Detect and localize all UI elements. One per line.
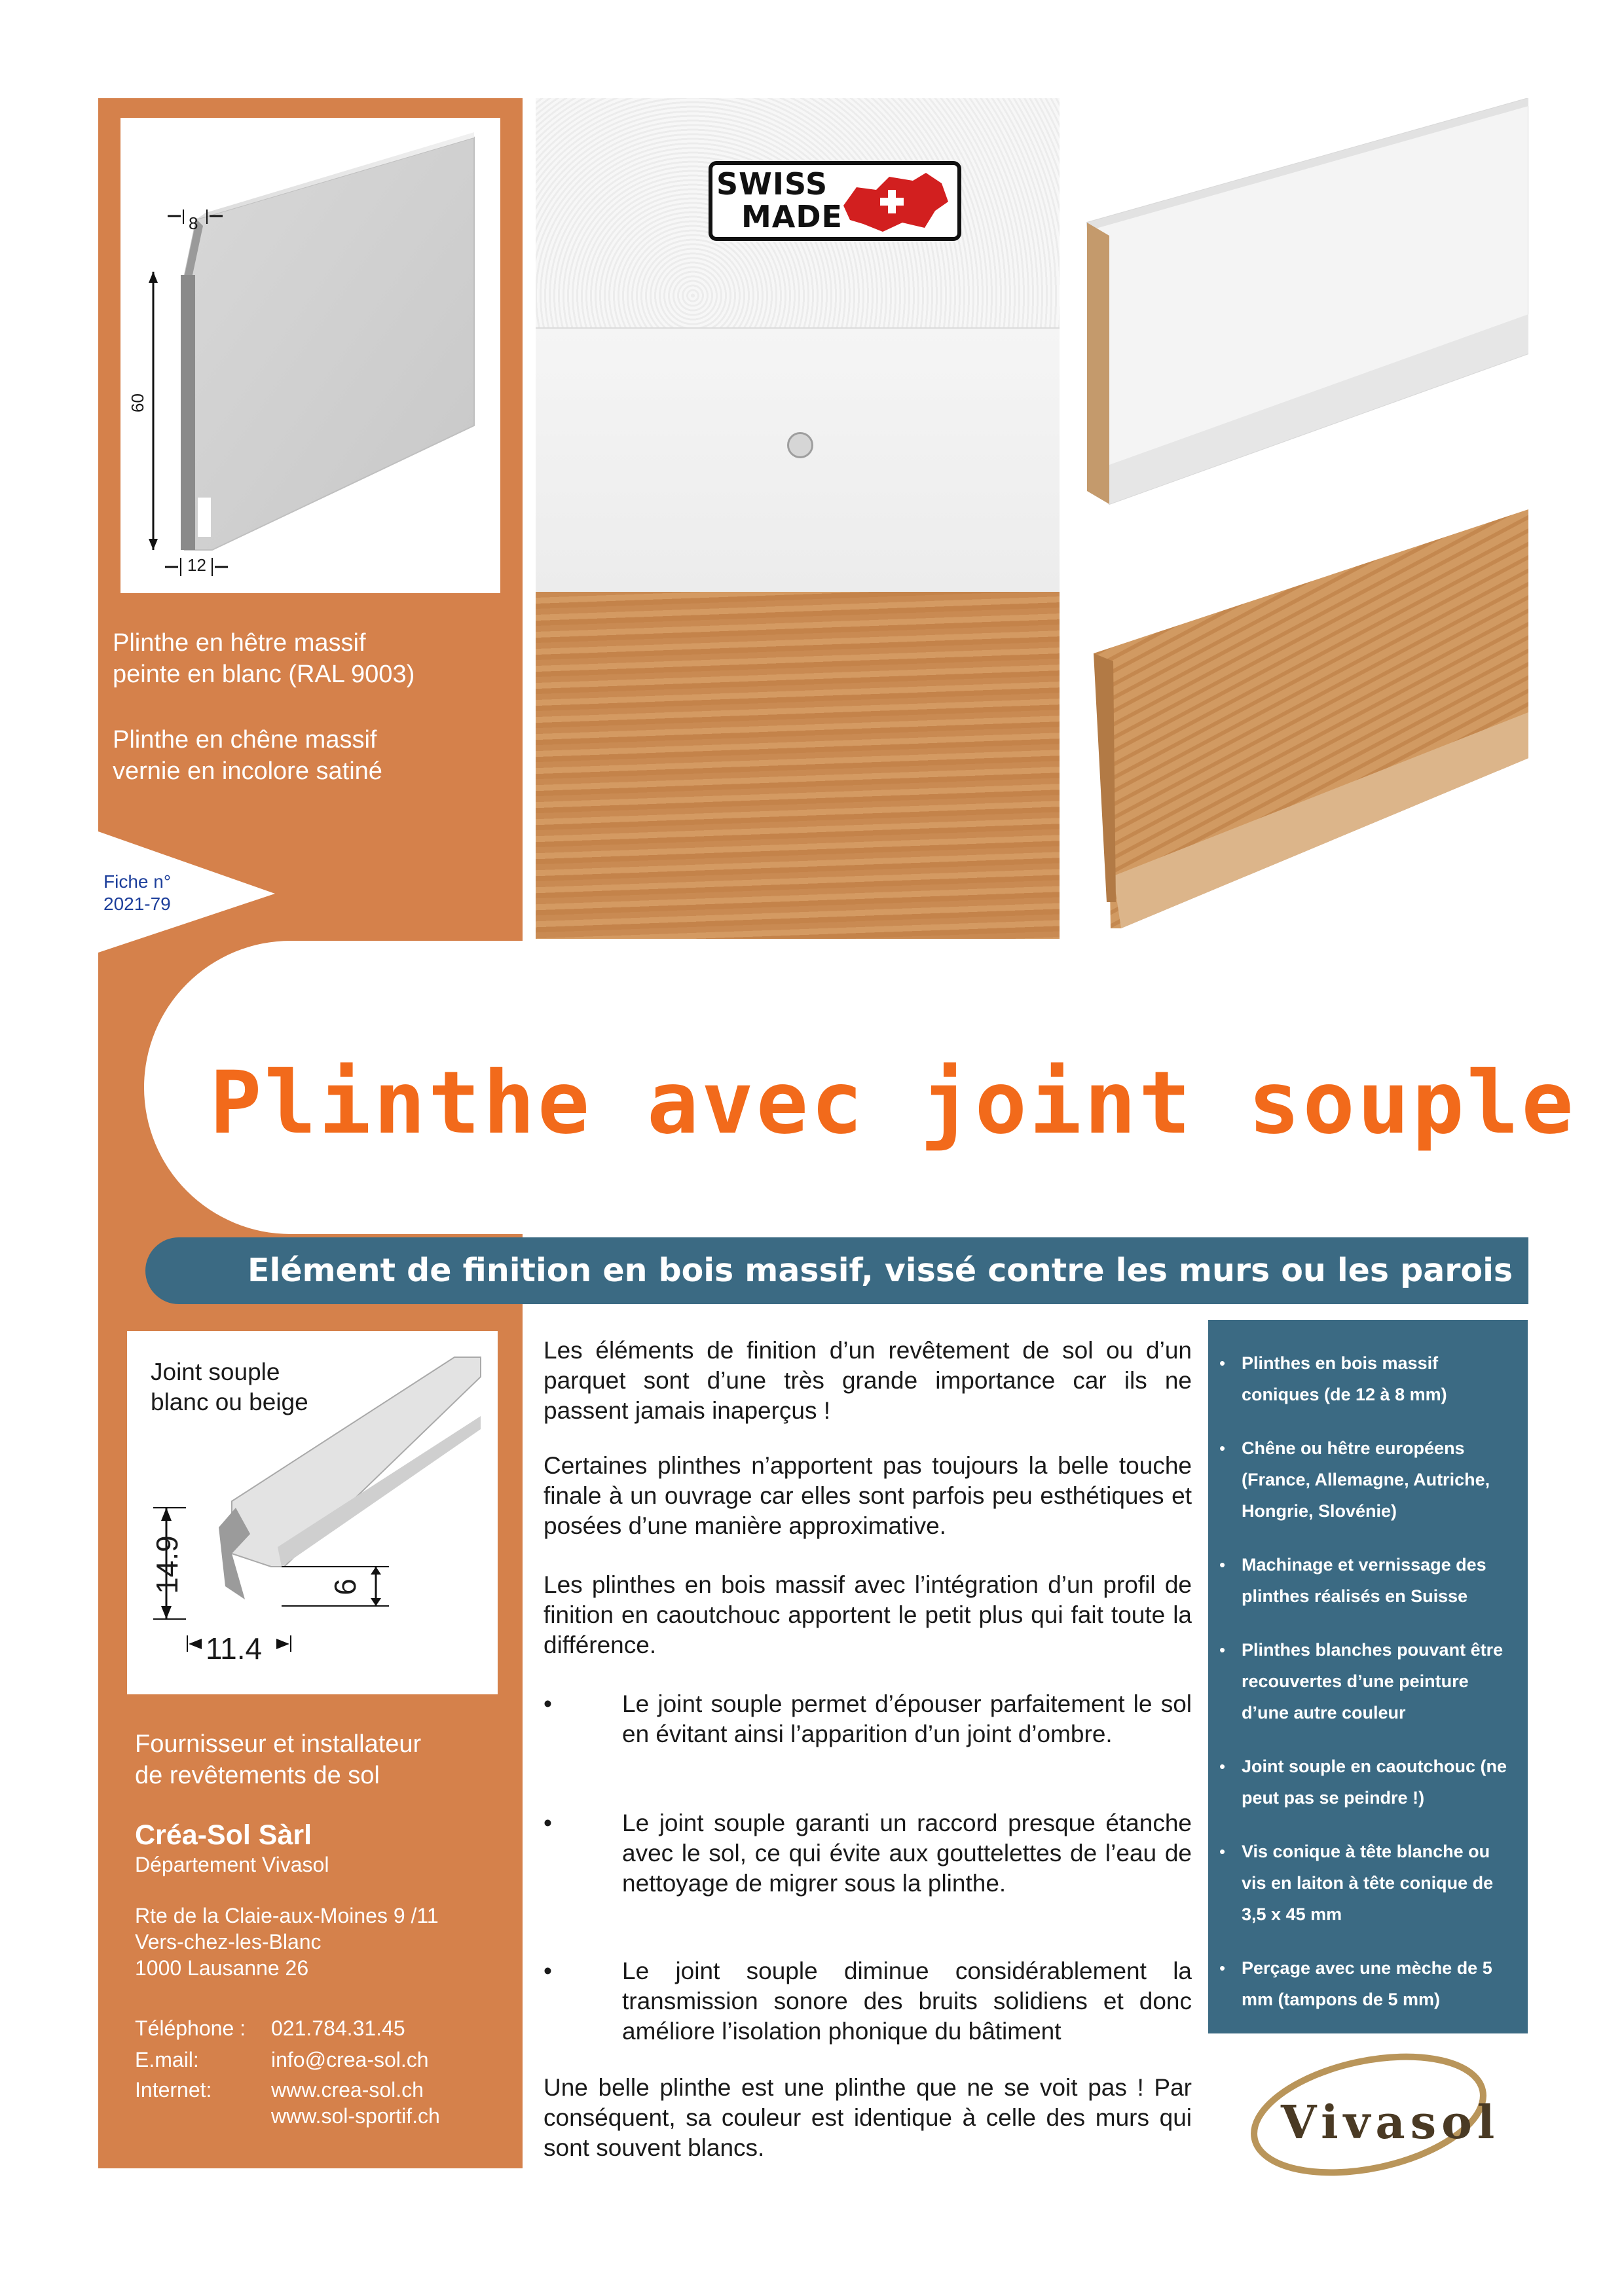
internet-label: Internet: [135,2078,212,2102]
profile-dim-height: 60 [127,393,147,412]
oak-floor [536,592,1060,939]
supplier-tagline: Fournisseur et installateur de revêtements de sol [135,1730,422,1789]
plinth-profile-drawing [120,118,500,593]
company-name: Créa-Sol Sàrl [135,1819,312,1851]
joint-dim-lip: 6 [327,1578,362,1595]
feature-bullet: • [1219,1555,1226,1575]
product-description-beech: Plinthe en hêtre massif peinte en blanc (RAL 9003) [113,629,415,688]
page-title: Plinthe avec joint souple [210,1053,1576,1154]
website-link-2[interactable]: www.sol-sportif.ch [271,2104,440,2128]
body-paragraph-1: Les éléments de finition d’un revêtement de sol ou d’un parquet sont d’une très grande importance car ils ne passent jamais inaperçus ! [544,1337,1192,1424]
joint-dim-width: 11.4 [206,1631,263,1666]
feature-item-2: Chêne ou hêtre européens (France, Allemagne, Autriche, Hongrie, Slovénie) [1242,1438,1490,1521]
feature-bullet: • [1219,1757,1226,1776]
subtitle: Elément de finition en bois massif, vissé contre les murs ou les parois [248,1252,1513,1289]
oak-plinth-photo [1087,509,1528,935]
phone-label: Téléphone : [135,2016,246,2040]
body-paragraph-3: Les plinthes en bois massif avec l’intégration d’un profil de finition en caoutchouc apportent le petit plus qui fait toute la différence. [544,1571,1192,1658]
bullet-dot: • [544,1690,552,1717]
bullet-dot: • [544,1958,552,1984]
white-plinth-photo [1074,98,1528,511]
joint-drawing-panel [127,1331,498,1694]
feature-item-3: Machinage et vernissage des plinthes réalisés en Suisse [1242,1555,1486,1606]
website-link-1[interactable]: www.crea-sol.ch [271,2078,424,2102]
email-link[interactable]: info@crea-sol.ch [271,2048,429,2071]
email-label: E.mail: [135,2048,199,2071]
feature-item-5: Joint souple en caoutchouc (ne peut pas se peindre !) [1242,1757,1507,1808]
body-closing: Une belle plinthe est une plinthe que ne se voit pas ! Par conséquent, sa couleur est identique à celle des murs qui sont souvent blancs. [544,2074,1192,2161]
feature-bullet: • [1219,1640,1226,1660]
fiche-label: Fiche n° [103,871,172,892]
swiss-map-icon [837,168,955,236]
company-address: Rte de la Claie-aux-Moines 9 /11 Vers-chez-les-Blanc 1000 Lausanne 26 [135,1904,439,1980]
badge-line1: SWISS [716,166,828,202]
bullet-dot: • [544,1810,552,1836]
feature-bullet: • [1219,1353,1226,1373]
screw-head [787,432,813,458]
feature-bullet: • [1219,1958,1226,1978]
body-bullet-1: Le joint souple permet d’épouser parfaitement le sol en évitant ainsi l’apparition d’un joint d’ombre. [622,1690,1192,1747]
vivasol-logo: Vivasol [1281,2095,1500,2149]
fiche-number: 2021-79 [103,894,171,914]
product-description-oak: Plinthe en chêne massif vernie en incolore satiné [113,726,382,785]
feature-item-6: Vis conique à tête blanche ou vis en laiton à tête conique de 3,5 x 45 mm [1242,1842,1494,1924]
profile-dim-top: 8 [189,213,198,233]
body-bullet-3: Le joint souple diminue considérablement la transmission sonore des bruits solidiens et donc améliore l’isolation phonique du bâtiment [622,1958,1192,2045]
body-bullet-2: Le joint souple garanti un raccord presque étanche avec le sol, ce qui évite aux gouttelettes de l’eau de nettoyage de migrer sous la plinthe. [622,1810,1192,1897]
joint-profile-drawing [127,1331,498,1694]
body-paragraph-2: Certaines plinthes n’apportent pas toujours la belle touche finale à un ouvrage car elles sont parfois peu esthétiques et posées d’une manière approximative. [544,1452,1192,1539]
profile-drawing-panel [120,118,500,593]
feature-item-4: Plinthes blanches pouvant être recouvertes d’une peinture d’une autre couleur [1242,1640,1504,1722]
joint-dim-height: 14.9 [149,1535,184,1594]
profile-dim-bottom: 12 [187,555,206,575]
feature-item-1: Plinthes en bois massif coniques (de 12 à 8 mm) [1242,1353,1447,1404]
white-plinth-board [536,327,1060,593]
feature-item-7: Perçage avec une mèche de 5 mm (tampons de 5 mm) [1242,1958,1492,2009]
joint-caption: Joint souple blanc ou beige [151,1358,308,1415]
feature-bullet: • [1219,1842,1226,1861]
phone-number[interactable]: 021.784.31.45 [271,2016,405,2040]
feature-bullet: • [1219,1438,1226,1458]
company-department: Département Vivasol [135,1853,329,1876]
badge-line2: MADE [741,199,843,234]
